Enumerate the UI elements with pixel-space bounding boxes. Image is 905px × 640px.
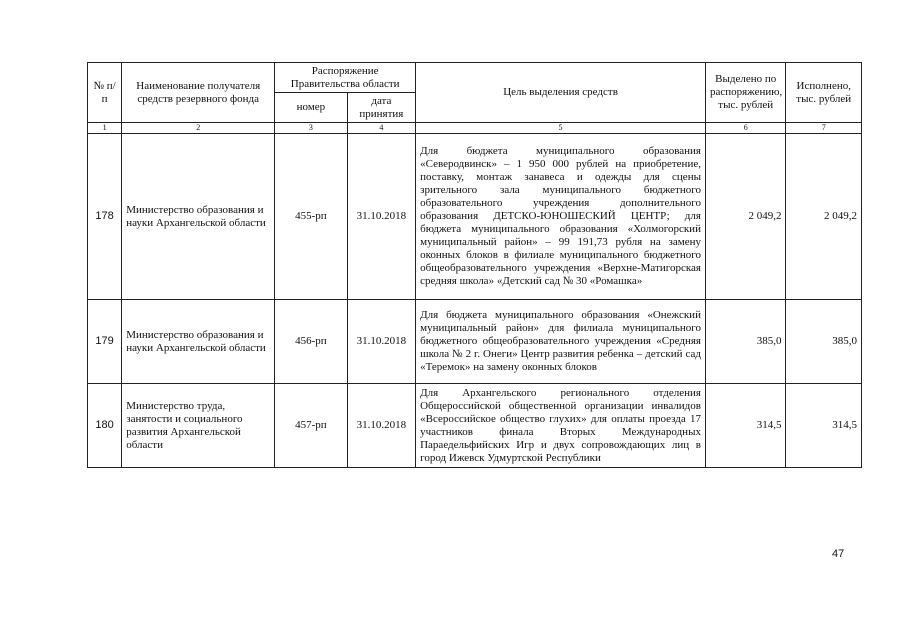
header-num: № п/п	[88, 63, 122, 123]
header-order-number: номер	[275, 93, 347, 123]
row-order-date: 31.10.2018	[347, 134, 415, 300]
reserve-fund-table	[87, 62, 862, 468]
column-numbers-row	[88, 123, 862, 134]
table-row	[88, 384, 862, 468]
header-order-group: Распоряжение Правительства области	[275, 63, 416, 93]
row-recipient: Министерство образования и науки Архангельской области	[122, 300, 275, 384]
row-order-number: 455-рп	[275, 134, 347, 300]
table-row	[88, 134, 862, 300]
column-number: 3	[275, 123, 347, 134]
row-purpose: Для Архангельского регионального отделения Общероссийской общественной организации инвалидов «Всероссийское общество глухих» для оплаты проезда 17 участников финала Вторых Международных Параедельфийских Игр и двух сопровождающих лиц в город Ижевск Удмуртской Республики	[416, 384, 706, 468]
column-number: 7	[786, 123, 862, 134]
row-executed: 314,5	[786, 384, 862, 468]
row-allocated: 2 049,2	[705, 134, 786, 300]
header-executed: Исполнено, тыс. рублей	[786, 63, 862, 123]
row-num: 180	[88, 384, 122, 468]
column-number: 2	[122, 123, 275, 134]
row-executed: 2 049,2	[786, 134, 862, 300]
row-recipient: Министерство образования и науки Архангельской области	[122, 134, 275, 300]
row-order-number: 456-рп	[275, 300, 347, 384]
row-purpose: Для бюджета муниципального образования «Онежский муниципальный район» для филиала муниципального бюджетного общеобразовательного учреждения «Средняя школа № 2 г. Онеги» Центр развития ребенка – детский сад «Теремок» на замену оконных блоков	[416, 300, 706, 384]
row-allocated: 314,5	[705, 384, 786, 468]
row-order-number: 457-рп	[275, 384, 347, 468]
column-number: 5	[416, 123, 706, 134]
header-purpose: Цель выделения средств	[416, 63, 706, 123]
column-number: 1	[88, 123, 122, 134]
header-allocated: Выделено по распоряжению, тыс. рублей	[705, 63, 786, 123]
row-num: 179	[88, 300, 122, 384]
page-number: 47	[832, 548, 845, 560]
header-order-date: дата принятия	[347, 93, 415, 123]
row-num: 178	[88, 134, 122, 300]
table-row	[88, 300, 862, 384]
row-order-date: 31.10.2018	[347, 384, 415, 468]
column-number: 6	[705, 123, 786, 134]
row-order-date: 31.10.2018	[347, 300, 415, 384]
row-recipient: Министерство труда, занятости и социального развития Архангельской области	[122, 384, 275, 468]
header-recipient: Наименование получателя средств резервного фонда	[122, 63, 275, 123]
row-purpose: Для бюджета муниципального образования «Северодвинск» – 1 950 000 рублей на приобретение, поставку, монтаж занавеса и одежды для сцены зрительного зала муниципального бюджетного образовательного учреждения дополнительного образования ДЕТСКО-ЮНОШЕСКИЙ ЦЕНТР; для бюджета муниципального образования «Холмогорский муниципальный район» – 99 191,73 рубля на замену оконных блоков в филиале муниципального бюджетного общеобразовательного учреждения «Верхне-Матигорская средняя школа» «Детский сад № 30 «Ромашка»	[416, 134, 706, 300]
row-executed: 385,0	[786, 300, 862, 384]
column-number: 4	[347, 123, 415, 134]
row-allocated: 385,0	[705, 300, 786, 384]
